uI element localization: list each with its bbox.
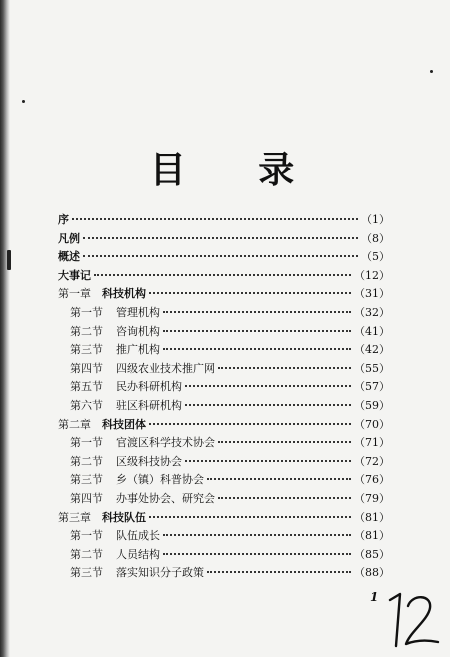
- toc-entry-page: （41）: [354, 324, 390, 338]
- toc-entry-page: （5）: [361, 250, 390, 264]
- toc-entry-label: 办事处协会、研究会: [116, 491, 215, 505]
- dot-leader: [149, 423, 351, 425]
- toc-entry: [58, 509, 390, 528]
- toc-entry-page: （1）: [361, 213, 390, 226]
- toc-entry-page: （72）: [354, 454, 390, 468]
- toc-entry-label: 队伍成长: [116, 529, 160, 543]
- toc-entry-number: 第二节: [70, 547, 103, 561]
- toc-entry-number: 第一章: [58, 287, 91, 301]
- toc-entry: [58, 211, 390, 230]
- toc-entry: [58, 471, 390, 490]
- toc-entry-page: （59）: [354, 398, 390, 412]
- dot-leader: [218, 441, 351, 443]
- toc-entry: [58, 267, 390, 286]
- toc-entry-label: 乡（镇）科普协会: [116, 473, 204, 487]
- toc-entry: [58, 527, 390, 546]
- dot-leader: [163, 348, 351, 350]
- toc-entry-label: 科技队伍: [102, 510, 146, 524]
- toc-entry-page: （85）: [354, 547, 390, 561]
- toc-entry-number: 第二节: [70, 454, 103, 468]
- dot-leader: [163, 330, 351, 332]
- scan-speck: [430, 70, 433, 73]
- toc-entry-number: 第三章: [58, 510, 91, 524]
- toc-entry-label: 科技机构: [102, 287, 146, 301]
- dot-leader: [83, 255, 358, 257]
- toc-entry-label: 人员结构: [116, 547, 160, 561]
- toc-entry-label: 区级科技协会: [116, 454, 182, 468]
- toc-entry-number: 第二章: [58, 417, 91, 431]
- toc-entry-number: 第二节: [70, 324, 103, 338]
- toc-entry-label: 官渡区科学技术协会: [116, 436, 215, 450]
- dot-leader: [149, 292, 351, 294]
- toc-entry-number: 第五节: [70, 380, 103, 394]
- toc-entry-label: 大事记: [58, 268, 91, 282]
- toc-entry-number: 第三节: [70, 473, 103, 487]
- toc-entry-page: （81）: [354, 529, 390, 543]
- toc-entry-label: 咨询机构: [116, 324, 160, 338]
- toc-entry: [58, 360, 390, 379]
- scan-speck: [7, 250, 11, 270]
- toc-entry-page: （76）: [354, 473, 390, 487]
- toc-entry-number: 第一节: [70, 436, 103, 450]
- dot-leader: [207, 478, 351, 480]
- toc-entry-page: （79）: [354, 491, 390, 505]
- toc-entry-page: （57）: [354, 380, 390, 394]
- toc-entry-label: 四级农业技术推广网: [116, 361, 215, 375]
- dot-leader: [185, 460, 351, 462]
- toc-entry-number: 第四节: [70, 491, 103, 505]
- toc-entry-label: 民办科研机构: [116, 380, 182, 394]
- toc-entry-page: （88）: [354, 566, 390, 580]
- dot-leader: [185, 404, 351, 406]
- toc-entry-page: （8）: [361, 231, 390, 245]
- toc-entry-page: （71）: [354, 436, 390, 450]
- dot-leader: [163, 553, 351, 555]
- toc-entry-label: 落实知识分子政策: [116, 566, 204, 580]
- toc-entry-number: 第四节: [70, 361, 103, 375]
- page-title: 目 录: [149, 150, 325, 191]
- toc-entry: [58, 490, 390, 509]
- dot-leader: [163, 311, 351, 313]
- toc-entry-label: 驻区科研机构: [116, 398, 182, 412]
- toc-entry-label: 序: [58, 213, 69, 226]
- toc-entry-label: 概述: [58, 250, 80, 264]
- dot-leader: [218, 497, 351, 499]
- toc-entry: [58, 453, 390, 472]
- dot-leader: [185, 385, 351, 387]
- handwritten-number: [382, 592, 442, 650]
- table-of-contents: [58, 211, 390, 583]
- dot-leader: [72, 218, 358, 220]
- toc-entry-label: 管理机构: [116, 305, 160, 319]
- scan-binding-edge: [0, 0, 10, 657]
- toc-entry-number: 第三节: [70, 343, 103, 357]
- toc-entry-page: （55）: [354, 361, 390, 375]
- dot-leader: [83, 237, 358, 239]
- scan-speck: [22, 100, 25, 103]
- dot-leader: [149, 516, 351, 518]
- toc-entry: [58, 397, 390, 416]
- toc-entry-page: （32）: [354, 305, 390, 319]
- toc-entry-page: （31）: [354, 287, 390, 301]
- toc-entry: [58, 546, 390, 565]
- toc-entry: [58, 378, 390, 397]
- page-number: 1: [370, 590, 379, 604]
- toc-entry-page: （81）: [354, 510, 390, 524]
- toc-entry: [58, 230, 390, 249]
- dot-leader: [163, 534, 351, 536]
- toc-entry-number: 第六节: [70, 398, 103, 412]
- toc-entry-number: 第一节: [70, 305, 103, 319]
- toc-entry: [58, 285, 390, 304]
- toc-entry-label: 推广机构: [116, 343, 160, 357]
- toc-entry: [58, 416, 390, 435]
- toc-entry: [58, 341, 390, 360]
- toc-entry: [58, 248, 390, 267]
- dot-leader: [207, 571, 351, 573]
- toc-entry-page: （12）: [354, 268, 390, 282]
- toc-entry-page: （70）: [354, 417, 390, 431]
- toc-entry-label: 科技团体: [102, 417, 146, 431]
- dot-leader: [218, 367, 351, 369]
- toc-entry: [58, 434, 390, 453]
- toc-entry-label: 凡例: [58, 231, 80, 245]
- dot-leader: [94, 274, 351, 276]
- toc-entry-page: （42）: [354, 343, 390, 357]
- toc-entry: [58, 304, 390, 323]
- toc-entry-number: 第三节: [70, 566, 103, 580]
- toc-entry: [58, 323, 390, 342]
- toc-entry-number: 第一节: [70, 529, 103, 543]
- toc-entry: [58, 564, 390, 583]
